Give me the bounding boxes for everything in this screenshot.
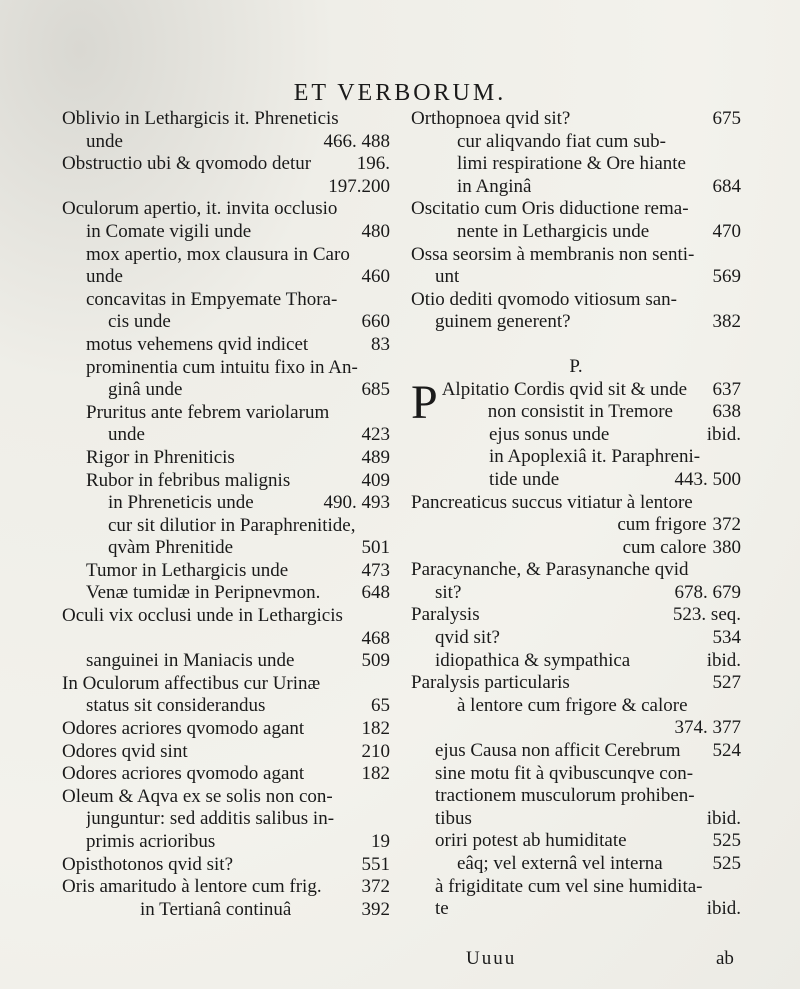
index-entry (62, 537, 390, 560)
entry-page-ref: 524 (712, 740, 741, 762)
index-entry (411, 853, 741, 876)
index-entry (62, 718, 390, 741)
index-entry (411, 537, 741, 560)
entry-page-ref: 182 (361, 763, 390, 785)
entry-text: cum calore (622, 536, 707, 558)
index-entry (62, 334, 390, 357)
index-entry (62, 311, 390, 334)
entry-text: Oris amaritudo à lentore cum frig. (62, 876, 322, 898)
entry-text: unde (86, 266, 123, 288)
entry-page-ref: 210 (361, 740, 390, 762)
entry-page-ref: 501 (361, 537, 390, 559)
entry-page-ref: 372 (712, 514, 741, 536)
entry-page-ref: 65 (371, 695, 390, 717)
entry-text: limi respiratione & Ore hiante (457, 153, 686, 175)
entry-text: Oculorum apertio, it. invita occlusio (62, 198, 338, 220)
entry-page-ref: 409 (361, 469, 390, 491)
entry-text: in Anginâ (457, 175, 532, 197)
entry-page-ref: 684 (712, 175, 741, 197)
entry-text: primis acrioribus (86, 831, 216, 852)
entry-text: Opisthotonos qvid sit? (62, 853, 234, 875)
entry-page-ref: 196. (356, 153, 390, 175)
entry-text: Orthopnoea qvid sit? (411, 108, 571, 129)
entry-text: unt (435, 266, 460, 288)
index-entry (62, 108, 390, 131)
index-entry (411, 695, 741, 718)
index-entry (411, 131, 741, 154)
index-entry (411, 672, 741, 695)
index-entry (411, 446, 741, 469)
index-entry (62, 515, 390, 538)
index-entry (411, 424, 741, 447)
index-entry (411, 808, 741, 831)
entry-text: junguntur: sed additis salibus in- (86, 808, 335, 830)
index-entry (442, 379, 741, 402)
entry-page-ref: 374. 377 (674, 717, 741, 739)
entry-text: Oleum & Aqva ex se solis non con- (62, 785, 333, 807)
entry-text: cis unde (108, 311, 171, 333)
index-entry (62, 131, 390, 154)
entry-page-ref: 480 (361, 220, 390, 242)
index-entry (411, 221, 741, 244)
entry-page-ref: 685 (361, 379, 390, 401)
index-entry (411, 559, 741, 582)
index-entry (62, 628, 390, 651)
index-entry (411, 266, 741, 289)
entry-page-ref: 648 (361, 582, 390, 604)
entry-page-ref: ibid. (706, 898, 741, 920)
entry-text: Pruritus ante febrem variolarum (86, 401, 330, 423)
index-entry (411, 830, 741, 853)
entry-page-ref: 523. seq. (672, 604, 741, 626)
index-entries-o (411, 108, 741, 334)
entry-text: in Tertianâ continuâ (140, 898, 292, 920)
entry-page-ref: 525 (712, 830, 741, 852)
entry-page-ref: 470 (712, 220, 741, 242)
entry-page-ref: 525 (712, 853, 741, 874)
index-entry (411, 582, 741, 605)
index-entry (62, 876, 390, 899)
entry-text: tibus (435, 807, 472, 829)
entry-text: tractionem musculorum prohiben- (435, 785, 695, 807)
index-entry (411, 876, 741, 899)
entry-page-ref: 678. 679 (674, 581, 741, 603)
index-entry (62, 424, 390, 447)
entry-text: motus vehemens qvid indicet (86, 333, 309, 355)
index-entry (411, 311, 741, 334)
entry-text: Pancreaticus succus vitiatur à lentore (411, 491, 693, 513)
entry-page-ref: 19 (371, 831, 390, 852)
entry-text: idiopathica & sympathica (435, 649, 631, 671)
entry-text: ejus Causa non afficit Cerebrum (435, 740, 681, 762)
entry-text: sine motu fit à qvibuscunqve con- (435, 762, 694, 784)
entry-page-ref: 372 (361, 876, 390, 898)
entry-text: unde (86, 130, 123, 152)
entry-text: Oculi vix occlusi unde in Lethargicis (62, 605, 343, 627)
index-entry (411, 469, 741, 492)
entry-page-ref: 489 (361, 446, 390, 468)
running-header: ET VERBORUM. (293, 80, 507, 106)
entry-page-ref: 182 (361, 718, 390, 740)
index-entry (62, 176, 390, 199)
entry-page-ref: 382 (712, 311, 741, 333)
entry-page-ref: 569 (712, 266, 741, 288)
entry-text: Otio dediti qvomodo vitiosum san- (411, 288, 677, 310)
entry-page-ref: 660 (361, 311, 390, 333)
index-entry (411, 514, 741, 537)
index-entry (411, 785, 741, 808)
entry-page-ref: ibid. (706, 807, 741, 829)
entry-text: cur sit dilutior in Paraphrenitide, (108, 514, 356, 536)
entry-page-ref: ibid. (706, 423, 741, 445)
index-entry (411, 604, 741, 627)
index-entry (62, 379, 390, 402)
entry-text: tide unde (489, 468, 560, 490)
index-entry (62, 266, 390, 289)
entry-text: ginâ unde (108, 379, 183, 401)
entry-page-ref: 490. 493 (323, 492, 390, 514)
index-entry (411, 198, 741, 221)
index-entry (62, 695, 390, 718)
entry-text: non consistit in Tremore (487, 401, 673, 423)
index-entry (442, 401, 741, 424)
entry-page-ref: 509 (361, 650, 390, 672)
index-entry (62, 357, 390, 380)
index-entry (62, 831, 390, 854)
index-entry (62, 244, 390, 267)
entry-page-ref: 83 (371, 333, 390, 355)
index-entry (62, 289, 390, 312)
index-entry (62, 786, 390, 809)
entry-text: à lentore cum frigore & calore (457, 694, 688, 716)
entry-text: ejus sonus unde (489, 423, 610, 445)
index-entry (62, 808, 390, 831)
entry-text: concavitas in Empyemate Thora- (86, 288, 338, 310)
index-entry (62, 492, 390, 515)
entry-text: sanguinei in Maniacis unde (86, 650, 295, 672)
entry-text: Odores qvid sint (62, 740, 188, 762)
entry-text: te (435, 898, 449, 920)
index-entry (62, 447, 390, 470)
entry-text: mox apertio, mox clausura in Caro (86, 243, 350, 265)
entry-text: Paralysis particularis (411, 672, 570, 694)
entry-page-ref: 443. 500 (674, 468, 741, 490)
entry-page-ref: ibid. (706, 649, 741, 671)
index-entry (411, 108, 741, 131)
index-column-right (411, 108, 741, 921)
entry-text: status sit considerandus (86, 695, 266, 717)
entry-text: Paracynanche, & Parasynanche qvid (411, 559, 689, 581)
entry-text: Obstructio ubi & qvomodo detur (62, 153, 312, 175)
entry-text: Venæ tumidæ in Peripnevmon. (86, 582, 321, 604)
index-entry (411, 763, 741, 786)
drop-cap-letter: P (411, 375, 438, 429)
entry-page-ref: 392 (361, 898, 390, 920)
index-entry (62, 899, 390, 922)
index-entry (411, 740, 741, 763)
index-entry (411, 153, 741, 176)
entry-text: Odores acriores qvomodo agant (62, 718, 305, 740)
entry-text: Alpitatio Cordis qvid sit & unde (441, 378, 688, 400)
entry-text: sit? (435, 581, 462, 603)
index-entry (411, 650, 741, 673)
entry-text: eâq; vel externâ vel interna (457, 853, 663, 874)
index-entry (62, 198, 390, 221)
entry-text: Tumor in Lethargicis unde (86, 559, 289, 581)
entry-page-ref: 637 (712, 378, 741, 400)
entry-text: Oscitatio cum Oris diductione rema- (411, 198, 689, 220)
index-entry (411, 244, 741, 267)
index-entry (62, 153, 390, 176)
entry-text: In Oculorum affectibus cur Urinæ (62, 672, 321, 694)
index-entry (62, 582, 390, 605)
signature-mark: Uuuu (466, 948, 517, 969)
entry-text: Rubor in febribus malignis (86, 469, 291, 491)
index-entries-p (411, 375, 741, 921)
index-entry (62, 673, 390, 696)
entry-page-ref: 551 (361, 853, 390, 875)
entry-text: oriri potest ab humiditate (435, 830, 627, 852)
entry-text: qvàm Phrenitide (108, 537, 234, 559)
index-entry (62, 650, 390, 673)
section-letter-p: P. (569, 355, 583, 377)
entry-text: Ossa seorsim à membranis non senti- (411, 243, 695, 265)
entry-text: nente in Lethargicis unde (457, 220, 650, 242)
entry-page-ref: 423 (361, 424, 390, 446)
entry-text: in Apoplexiâ it. Paraphreni- (489, 446, 701, 468)
index-entry (62, 854, 390, 877)
entry-page-ref: 527 (712, 672, 741, 694)
catchword: ab (716, 948, 734, 969)
entry-text: in Phreneticis unde (108, 492, 254, 514)
index-entry (62, 560, 390, 583)
entry-text: Odores acriores qvomodo agant (62, 763, 305, 785)
entry-text: cur aliqvando fiat cum sub- (457, 130, 666, 152)
index-column-left (62, 108, 390, 921)
index-entry (411, 627, 741, 650)
entry-page-ref: 534 (712, 627, 741, 649)
entry-page-ref: 468 (361, 627, 390, 649)
index-entry (62, 402, 390, 425)
index-entry (62, 470, 390, 493)
index-entry (411, 717, 741, 740)
index-entry (62, 221, 390, 244)
entry-page-ref: 197.200 (328, 175, 390, 197)
entry-text: Oblivio in Lethargicis it. Phreneticis (62, 108, 339, 129)
entry-text: cum frigore (617, 514, 707, 536)
entry-text: Rigor in Phreniticis (86, 446, 235, 468)
entry-page-ref: 675 (712, 108, 741, 129)
index-entry (411, 898, 741, 921)
entry-page-ref: 638 (712, 401, 741, 423)
entry-page-ref: 380 (712, 536, 741, 558)
index-entry (62, 763, 390, 786)
entry-text: unde (108, 424, 145, 446)
entry-text: Paralysis (411, 604, 480, 626)
index-entry (411, 492, 741, 515)
entry-text: à frigiditate cum vel sine humidita- (435, 875, 703, 897)
entry-page-ref: 466. 488 (323, 130, 390, 152)
index-entry (62, 741, 390, 764)
index-entry (411, 176, 741, 199)
entry-text: prominentia cum intuitu fixo in An- (86, 356, 358, 378)
index-entry (62, 605, 390, 628)
entry-text: guinem generent? (435, 311, 571, 333)
entry-text: qvid sit? (435, 627, 500, 649)
entry-page-ref: 460 (361, 266, 390, 288)
entry-text: in Comate vigili unde (86, 220, 252, 242)
index-entry (411, 289, 741, 312)
entry-page-ref: 473 (361, 559, 390, 581)
